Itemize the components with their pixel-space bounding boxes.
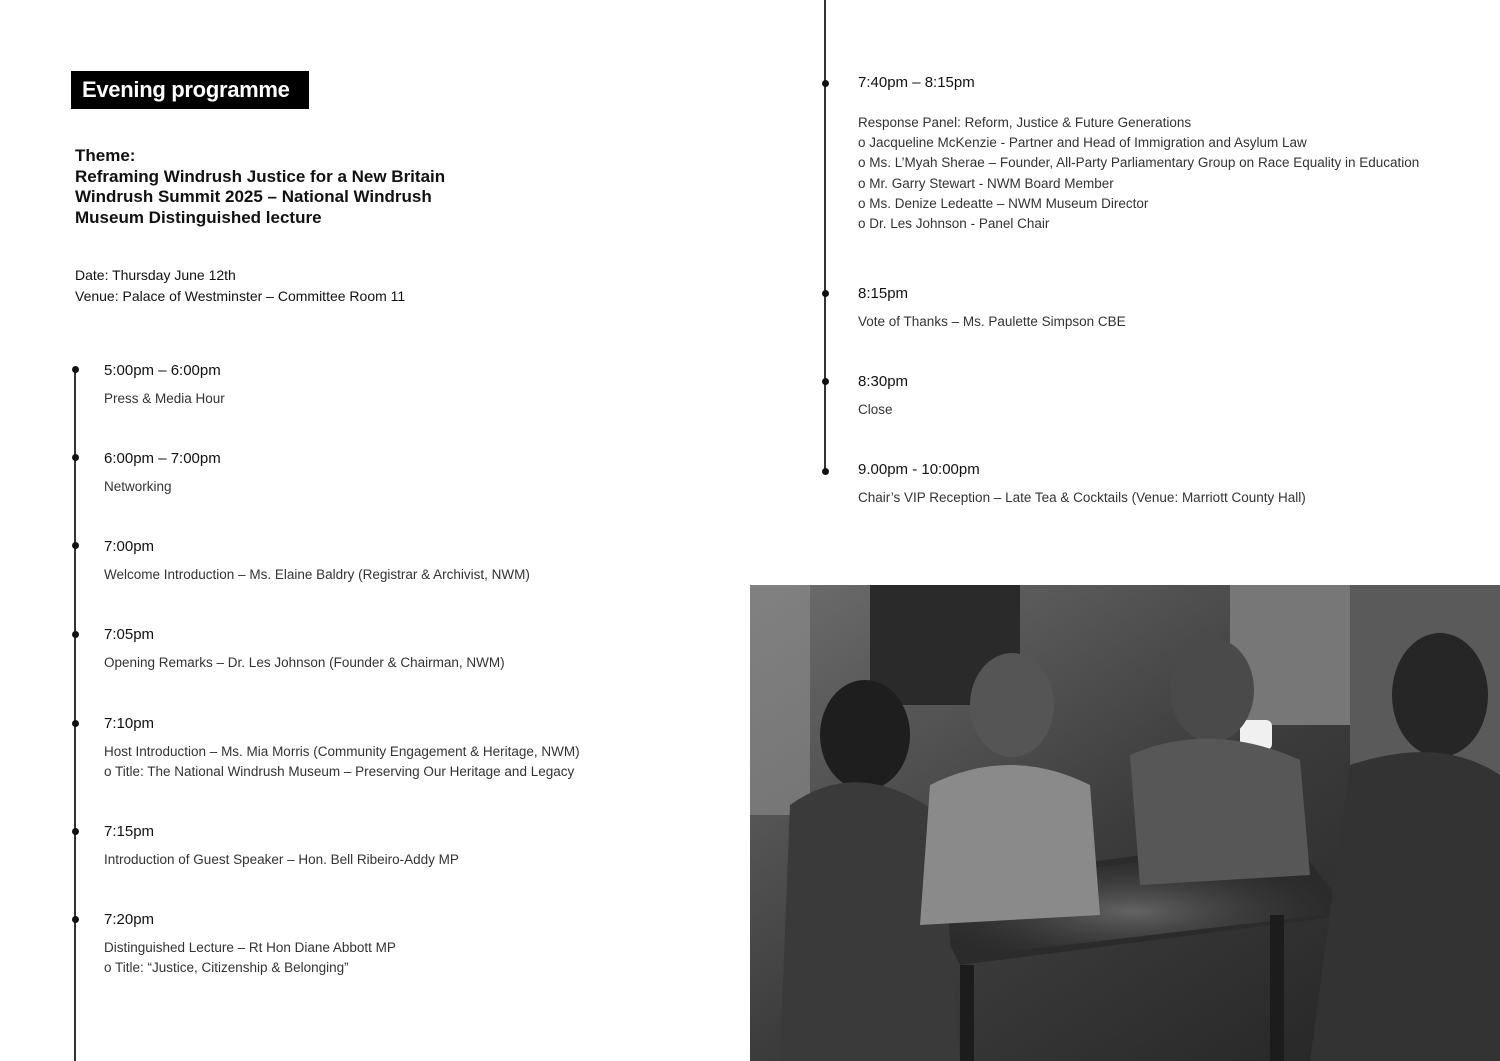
schedule-entry	[858, 73, 1419, 234]
schedule-entry	[858, 284, 1126, 332]
entry-time: 7:15pm	[104, 823, 155, 840]
entry-line: Chair’s VIP Reception – Late Tea & Cocktails (Venue: Marriott County Hall)	[858, 490, 1306, 505]
entry-line: o Ms. Denize Ledeatte – NWM Museum Director	[858, 195, 1149, 211]
entry-time: 7:20pm	[104, 911, 155, 928]
schedule-entry	[104, 910, 396, 978]
entry-time: 9.00pm - 10:00pm	[858, 461, 980, 478]
theme-block	[75, 146, 495, 228]
timeline-dot	[822, 468, 829, 475]
entry-time: 7:00pm	[104, 538, 155, 555]
archival-photo	[750, 585, 1500, 1061]
photo-illustration-icon	[750, 585, 1500, 1061]
schedule-entry	[104, 361, 225, 409]
theme-line: Reframing Windrush Justice for a New Britain	[75, 166, 446, 186]
schedule-entry	[104, 449, 221, 497]
entry-line: Press & Media Hour	[104, 391, 225, 406]
entry-line: o Ms. L’Myah Sherae – Founder, All-Party Parliamentary Group on Race Equality in Education	[858, 155, 1420, 171]
entry-line: Host Introduction – Ms. Mia Morris (Community Engagement & Heritage, NWM)	[104, 744, 580, 759]
schedule-entry	[104, 625, 505, 673]
timeline-dot	[72, 366, 79, 373]
schedule-entry	[104, 714, 580, 782]
left-timeline-line	[74, 369, 76, 1061]
timeline-dot	[72, 828, 79, 835]
entry-time: 7:10pm	[104, 715, 155, 732]
entry-line: o Title: “Justice, Citizenship & Belonging”	[104, 960, 349, 976]
schedule-entry	[858, 372, 908, 420]
entry-time: 8:15pm	[858, 285, 909, 302]
theme-line: Museum Distinguished lecture	[75, 207, 322, 227]
schedule-entry	[104, 822, 459, 870]
timeline-dot	[72, 542, 79, 549]
timeline-dot	[72, 720, 79, 727]
entry-line: o Dr. Les Johnson - Panel Chair	[858, 216, 1050, 232]
schedule-entry	[858, 460, 1306, 508]
timeline-dot	[72, 631, 79, 638]
entry-time: 5:00pm – 6:00pm	[104, 362, 221, 379]
entry-line: Networking	[104, 479, 172, 494]
entry-line: o Title: The National Windrush Museum – Preserving Our Heritage and Legacy	[104, 764, 575, 780]
entry-line: Response Panel: Reform, Justice & Future Generations	[858, 115, 1192, 130]
entry-line: Distinguished Lecture – Rt Hon Diane Abbott MP	[104, 940, 396, 955]
entry-time: 6:00pm – 7:00pm	[104, 450, 221, 467]
entry-line: Introduction of Guest Speaker – Hon. Bell Ribeiro-Addy MP	[104, 852, 459, 867]
entry-time: 7:05pm	[104, 626, 155, 643]
event-venue: Venue: Palace of Westminster – Committee Room 11	[75, 287, 406, 304]
entry-line: o Mr. Garry Stewart - NWM Board Member	[858, 175, 1114, 191]
theme-label: Theme:	[75, 146, 136, 165]
entry-time: 7:40pm – 8:15pm	[858, 74, 975, 91]
event-details	[75, 265, 405, 306]
theme-line: Windrush Summit 2025 – National Windrush	[75, 187, 432, 206]
entry-line: Welcome Introduction – Ms. Elaine Baldry (Registrar & Archivist, NWM)	[104, 567, 530, 582]
timeline-dot	[72, 454, 79, 461]
entry-time: 8:30pm	[858, 373, 909, 390]
entry-line: Close	[858, 402, 893, 417]
right-timeline-line	[824, 0, 826, 474]
event-date: Date: Thursday June 12th	[75, 267, 236, 283]
timeline-dot	[822, 378, 829, 385]
entry-line: Vote of Thanks – Ms. Paulette Simpson CBE	[858, 314, 1126, 329]
entry-line: Opening Remarks – Dr. Les Johnson (Founder & Chairman, NWM)	[104, 655, 505, 670]
entry-line: o Jacqueline McKenzie - Partner and Head of Immigration and Asylum Law	[858, 135, 1307, 151]
programme-badge: Evening programme	[71, 71, 309, 109]
schedule-entry	[104, 537, 530, 585]
timeline-dot	[822, 80, 829, 87]
timeline-dot	[72, 916, 79, 923]
timeline-dot	[822, 290, 829, 297]
